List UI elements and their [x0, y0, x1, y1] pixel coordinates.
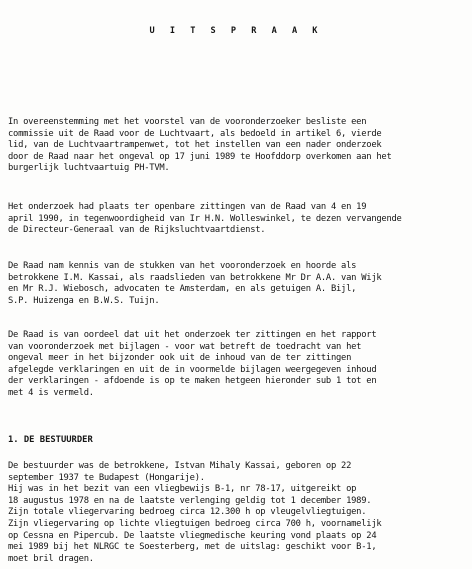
- text-line: De bestuurder was de betrokkene, Istvan Mihaly Kassai, geboren op 22: [8, 461, 352, 471]
- paragraph-judgement: [8, 330, 468, 400]
- paragraph-participants: [8, 261, 468, 307]
- document-title: U I T S P R A A K: [149, 26, 323, 36]
- text-line: september 1937 te Budapest (Hongarije).: [8, 472, 205, 483]
- text-line: 18 augustus 1978 en na de laatste verlenging geldig tot 1 december 1989.: [8, 495, 372, 506]
- section-heading: 1. DE BESTUURDER: [8, 435, 93, 445]
- text-line: der verklaringen - afdoende is op te maken hetgeen hieronder sub 1 tot en: [8, 376, 377, 387]
- text-line: Zijn totale vliegervaring bedroeg circa 12.300 h op vleugelvliegtuigen.: [8, 507, 367, 518]
- text-line: commissie uit de Raad voor de Luchtvaart, als bedoeld in artikel 6, vierde: [8, 128, 382, 139]
- text-line: ongeval meer in het bijzonder ook uit de inhoud van de ter zittingen: [8, 353, 352, 364]
- text-line: met 4 is vermeld.: [8, 387, 94, 398]
- text-line: De Raad is van oordeel dat uit het onderzoek ter zittingen en het rapport: [8, 330, 377, 340]
- text-line: mei 1989 bij het NLRGC te Soesterberg, met de uitslag: geschikt voor B-1,: [8, 542, 377, 553]
- text-line: van vooronderzoek met bijlagen - voor wat betreft de toedracht van het: [8, 341, 362, 352]
- text-line: De Raad nam kennis van de stukken van het vooronderzoek en hoorde als: [8, 261, 357, 271]
- paragraph-hearing: [8, 202, 468, 237]
- text-line: op Cessna en Pipercub. De laatste vliegmedische keuring vond plaats op 24: [8, 530, 377, 541]
- text-line: S.P. Huizenga en B.W.S. Tuijn.: [8, 295, 160, 306]
- text-line: betrokkene I.M. Kassai, als raadslieden van betrokkene Mr Dr A.A. van Wijk: [8, 272, 382, 283]
- text-line: Hij was in het bezit van een vliegbewijs B-1, nr 78-17, uitgereikt op: [8, 484, 357, 495]
- text-line: en Mr R.J. Wiebosch, advocaten te Amsterdam, en als getuigen A. Bijl,: [8, 284, 357, 295]
- text-line: Het onderzoek had plaats ter openbare zittingen van de Raad van 4 en 19: [8, 202, 367, 212]
- text-line: Zijn vliegervaring op lichte vliegtuigen bedroeg circa 700 h, voornamelijk: [8, 518, 382, 529]
- text-line: april 1990, in tegenwoordigheid van Ir H.N. Wolleswinkel, te dezen vervangende: [8, 213, 402, 224]
- text-line: In overeenstemming met het voorstel van de vooronderzoeker besliste een: [8, 117, 367, 127]
- paragraph-pilot: [8, 461, 468, 565]
- text-line: door de Raad naar het ongeval op 17 juni 1989 te Hoofddorp overkomen aan het: [8, 151, 392, 162]
- text-line: moet bril dragen.: [8, 553, 94, 564]
- text-line: de Directeur-Generaal van de Rijksluchtvaartdienst.: [8, 225, 266, 236]
- text-line: afgelegde verklaringen en uit de in voormelde bijlagen weergegeven inhoud: [8, 364, 377, 375]
- text-line: lid, van de Luchtvaartrampenwet, tot het instellen van een nader onderzoek: [8, 140, 382, 151]
- paragraph-decision: [8, 117, 468, 175]
- text-line: burgerlijk luchtvaartuig PH-TVM.: [8, 163, 170, 174]
